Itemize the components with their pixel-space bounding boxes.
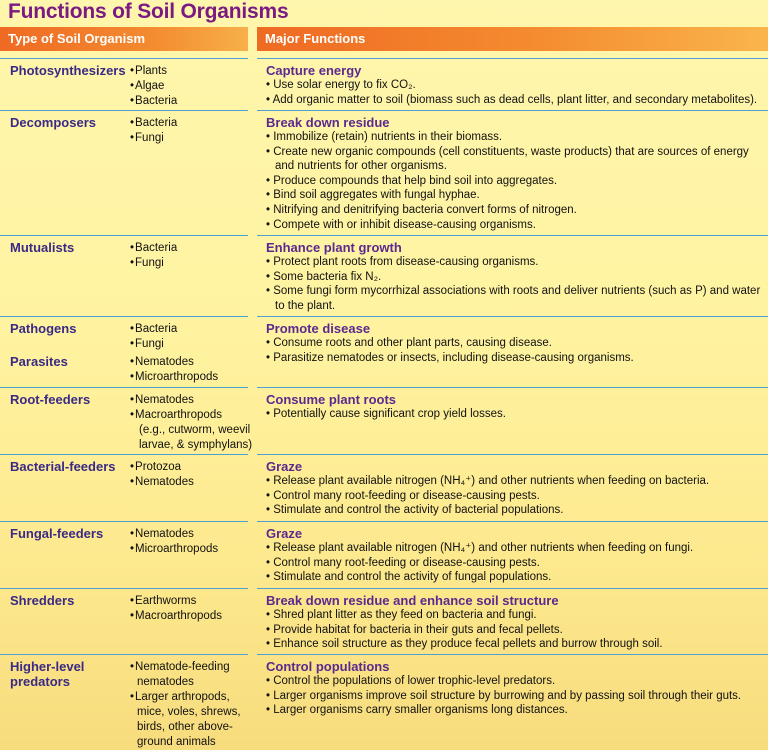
function-item: • Add organic matter to soil (biomass such as dead cells, plant litter, and secondary metabolites). — [266, 93, 764, 108]
organism-list — [130, 64, 177, 109]
row-divider — [257, 588, 768, 589]
list-item: • Nematodes — [130, 355, 218, 370]
function-block — [266, 459, 764, 518]
list-item: • Nematode-feeding nematodes — [130, 660, 252, 690]
organism-type-pathogens: Pathogens — [10, 321, 77, 336]
list-item: • Bacteria — [130, 116, 177, 131]
function-item: • Release plant available nitrogen (NH₄⁺) and other nutrients when feeding on bacteria. — [266, 474, 764, 489]
function-item: • Control many root-feeding or disease-causing pests. — [266, 556, 764, 571]
list-item: • Microarthropods — [130, 370, 218, 385]
header-type-of-soil-organism: Type of Soil Organism — [0, 27, 248, 51]
organism-type-photosynthesizers: Photosynthesizers — [10, 63, 126, 78]
list-item: • Fungi — [130, 337, 177, 352]
function-item: • Larger organisms carry smaller organisms long distances. — [266, 703, 764, 718]
list-item: • Microarthropods — [130, 542, 218, 557]
function-title: Capture energy — [266, 63, 362, 78]
list-item: • Larger arthropods, mice, voles, shrews, birds, other above-ground animals — [130, 690, 252, 750]
function-item: • Control many root-feeding or disease-causing pests. — [266, 489, 764, 504]
row-divider — [0, 58, 248, 59]
organism-type-decomposers: Decomposers — [10, 115, 96, 130]
function-item: • Larger organisms improve soil structure by burrowing and by passing soil through their guts. — [266, 689, 764, 704]
row-divider — [257, 235, 768, 236]
function-item: • Consume roots and other plant parts, causing disease. — [266, 336, 764, 351]
list-item: • Algae — [130, 79, 177, 94]
function-item: • Immobilize (retain) nutrients in their biomass. — [266, 130, 764, 145]
function-item: • Stimulate and control the activity of fungal populations. — [266, 570, 764, 585]
function-block — [266, 240, 764, 313]
list-item: (e.g., cutworm, weevil — [139, 424, 251, 436]
function-item: • Stimulate and control the activity of bacterial populations. — [266, 503, 764, 518]
table-header — [0, 27, 768, 51]
function-item: • Compete with or inhibit disease-causing organisms. — [266, 218, 764, 233]
row-divider — [257, 316, 768, 317]
function-block — [266, 321, 764, 365]
row-divider — [257, 110, 768, 111]
list-item: • Earthworms — [130, 594, 222, 609]
function-item: • Some fungi form mycorrhizal associations with roots and deliver nutrients (such as P) and water to the plant. — [266, 284, 764, 313]
function-block — [266, 115, 764, 232]
list-item: • Bacteria — [130, 94, 177, 109]
list-item: • Fungi — [130, 256, 177, 271]
function-item: • Some bacteria fix N₂. — [266, 270, 764, 285]
function-block — [266, 593, 764, 652]
list-item: • Macroarthropods — [130, 408, 252, 423]
list-item: • Nematodes — [130, 527, 218, 542]
row-divider — [0, 454, 248, 455]
list-item: • Fungi — [130, 131, 177, 146]
function-item: • Potentially cause significant crop yield losses. — [266, 407, 764, 422]
function-item: • Parasitize nematodes or insects, including disease-causing organisms. — [266, 351, 764, 366]
organism-type-mutualists: Mutualists — [10, 240, 75, 255]
function-block — [266, 63, 764, 107]
list-item: • Nematodes — [130, 475, 194, 490]
function-item: • Shred plant litter as they feed on bacteria and fungi. — [266, 608, 764, 623]
organism-list — [130, 241, 177, 271]
function-item: • Enhance soil structure as they produce fecal pellets and burrow through soil. — [266, 637, 764, 652]
organism-list — [130, 594, 222, 624]
organism-type-bacterial-feeders: Bacterial-feeders — [10, 459, 116, 474]
row-divider — [0, 387, 248, 388]
function-title: Enhance plant growth — [266, 240, 402, 255]
organism-list — [130, 322, 177, 352]
organism-list — [130, 460, 194, 490]
row-divider — [0, 521, 248, 522]
list-item: • Bacteria — [130, 322, 177, 337]
organism-type-fungal-feeders: Fungal-feeders — [10, 526, 104, 541]
organism-list — [130, 527, 218, 557]
list-item: • Nematodes — [130, 393, 252, 408]
row-divider — [257, 454, 768, 455]
function-item: • Control the populations of lower trophic-level predators. — [266, 674, 764, 689]
row-divider — [0, 235, 248, 236]
row-divider — [0, 654, 248, 655]
function-title: Graze — [266, 526, 303, 541]
function-title: Graze — [266, 459, 303, 474]
function-title: Promote disease — [266, 321, 371, 336]
organism-list — [130, 355, 218, 385]
function-item: • Create new organic compounds (cell constituents, waste products) that are sources of energy and nutrients for other organisms. — [266, 145, 764, 174]
function-item: • Nitrifying and denitrifying bacteria convert forms of nitrogen. — [266, 203, 764, 218]
row-divider — [257, 521, 768, 522]
function-title: Break down residue and enhance soil structure — [266, 593, 559, 608]
row-divider — [0, 110, 248, 111]
list-item: • Macroarthropods — [130, 609, 222, 624]
function-block — [266, 659, 764, 718]
function-block — [266, 392, 764, 422]
function-item: • Use solar energy to fix CO₂. — [266, 78, 764, 93]
header-major-functions: Major Functions — [257, 27, 768, 51]
list-item: • Protozoa — [130, 460, 194, 475]
row-divider — [257, 654, 768, 655]
row-divider — [257, 387, 768, 388]
function-title: Consume plant roots — [266, 392, 397, 407]
function-item: • Bind soil aggregates with fungal hyphae. — [266, 188, 764, 203]
function-title: Break down residue — [266, 115, 390, 130]
row-divider — [0, 588, 248, 589]
row-divider — [0, 316, 248, 317]
row-divider — [257, 58, 768, 59]
page-title: Functions of Soil Organisms — [8, 0, 289, 23]
organism-list — [130, 660, 252, 750]
list-item: larvae, & symphylans) — [139, 439, 253, 451]
list-item: • Bacteria — [130, 241, 177, 256]
function-item: • Produce compounds that help bind soil into aggregates. — [266, 174, 764, 189]
organism-type-shredders: Shredders — [10, 593, 75, 608]
organism-type-parasites: Parasites — [10, 354, 68, 369]
function-item: • Protect plant roots from disease-causing organisms. — [266, 255, 764, 270]
organism-type-root-feeders: Root-feeders — [10, 392, 91, 407]
function-item: • Provide habitat for bacteria in their guts and fecal pellets. — [266, 623, 764, 638]
function-block — [266, 526, 764, 585]
list-item: • Plants — [130, 64, 177, 79]
function-item: • Release plant available nitrogen (NH₄⁺) and other nutrients when feeding on fungi. — [266, 541, 764, 556]
organism-list — [130, 393, 252, 453]
organism-type-higher-level-predators: Higher-level predators — [10, 659, 85, 689]
organism-list — [130, 116, 177, 146]
function-title: Control populations — [266, 659, 390, 674]
